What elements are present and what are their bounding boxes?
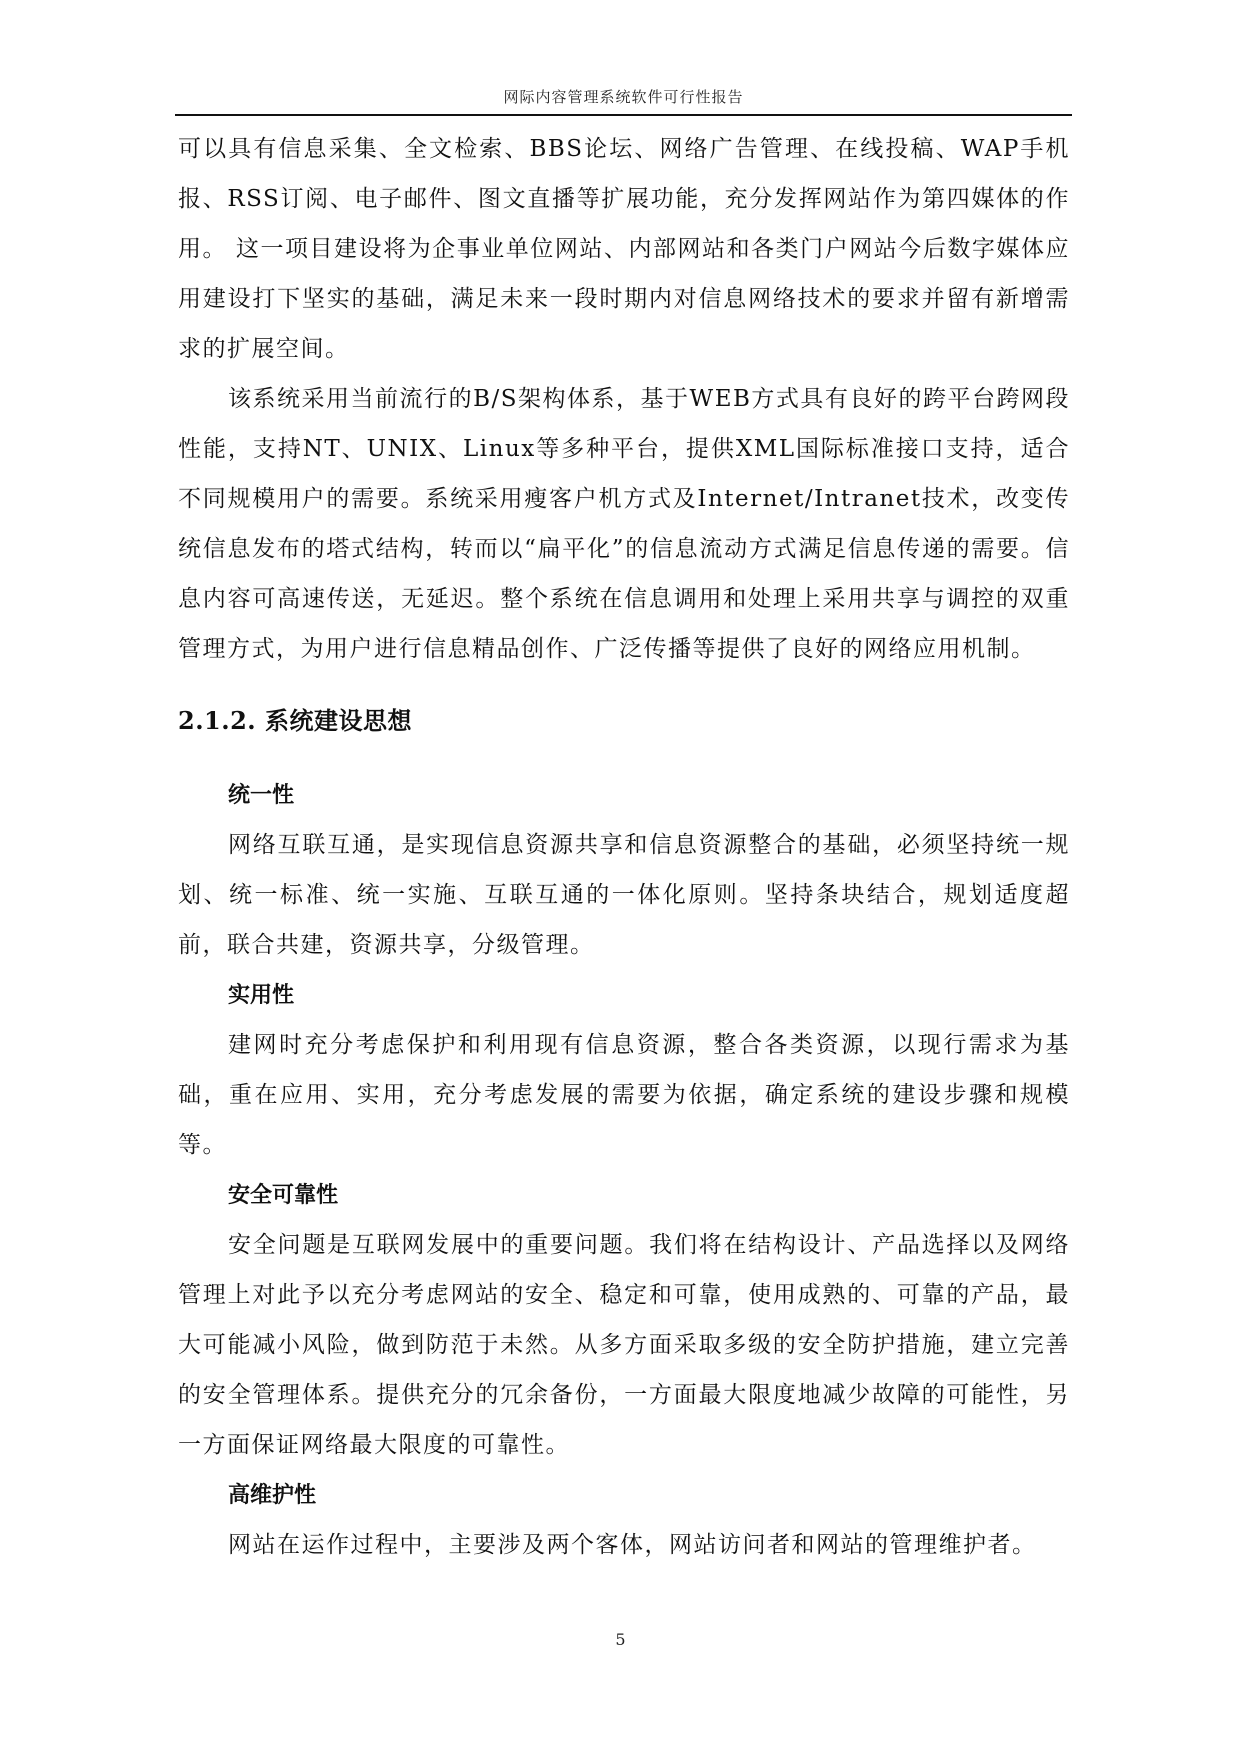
subsection-text-unity: 网络互联互通，是实现信息资源共享和信息资源整合的基础，必须坚持统一规划、统一标准、统一实施、互联互通的一体化原则。坚持条块结合，规划适度超前，联合共建，资源共享，分级管理。: [178, 832, 1070, 958]
header-divider: [175, 114, 1072, 116]
architecture-paragraph: 该系统采用当前流行的B/S架构体系，基于WEB方式具有良好的跨平台跨网段性能，支持NT、UNIX、Linux等多种平台，提供XML国际标准接口支持，适合不同规模用户的需要。系统采用瘦客户机方式及Internet/Intranet技术，改变传统信息发布的塔式结构，转而以“扁平化”的信息流动方式满足信息传递的需要。信息内容可高速传送，无延迟。整个系统在信息调用和处理上采用共享与调控的双重管理方式，为用户进行信息精品创作、广泛传播等提供了良好的网络应用机制。: [178, 386, 1070, 662]
section-heading: 2.1.2. 系统建设思想: [178, 706, 413, 735]
subsection-text-practicality: 建网时充分考虑保护和利用现有信息资源，整合各类资源，以现行需求为基础，重在应用、实用，充分考虑发展的需要为依据，确定系统的建设步骤和规模等。: [178, 1032, 1070, 1158]
subsection-heading-practicality: 实用性: [228, 982, 295, 1008]
subsection-text-maintainability: 网站在运作过程中，主要涉及两个客体，网站访问者和网站的管理维护者。: [228, 1532, 1037, 1558]
subsection-text-security: 安全问题是互联网发展中的重要问题。我们将在结构设计、产品选择以及网络管理上对此予以充分考虑网站的安全、稳定和可靠，使用成熟的、可靠的产品，最大可能减小风险，做到防范于未然。从多方面采取多级的安全防护措施，建立完善的安全管理体系。提供充分的冗余备份，一方面最大限度地减少故障的可能性，另一方面保证网络最大限度的可靠性。: [178, 1232, 1070, 1458]
running-header: 网际内容管理系统软件可行性报告: [503, 88, 744, 106]
page-number: 5: [615, 1630, 626, 1649]
subsection-heading-unity: 统一性: [228, 782, 295, 808]
subsection-heading-security: 安全可靠性: [228, 1182, 339, 1208]
subsection-heading-maintainability: 高维护性: [228, 1482, 317, 1508]
page-body: [178, 124, 1070, 1570]
intro-paragraph: 可以具有信息采集、全文检索、BBS论坛、网络广告管理、在线投稿、WAP手机报、RSS订阅、电子邮件、图文直播等扩展功能，充分发挥网站作为第四媒体的作用。 这一项目建设将为企事业单位网站、内部网站和各类门户网站今后数字媒体应用建设打下坚实的基础，满足未来一段时期内对信息网络技术的要求并留有新增需求的扩展空间。: [178, 136, 1070, 362]
